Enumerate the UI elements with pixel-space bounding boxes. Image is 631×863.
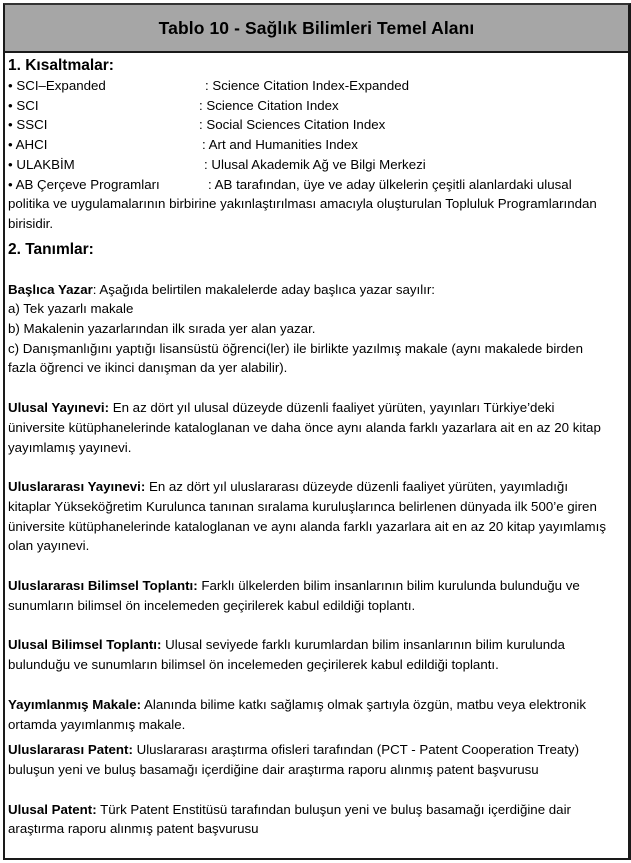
definition-national-publisher — [8, 398, 624, 457]
definition-text: Uluslararası araştırma ofisleri tarafından (PCT - Patent Cooperation Treaty) — [132, 742, 580, 758]
abbreviation-key: • SCI — [8, 97, 39, 113]
definition-text: Alanında bilime katkı sağlamış olmak şartıyla özgün, matbu veya elektronik — [141, 696, 586, 712]
definition-text: Türk Patent Enstitüsü tarafından buluşun yeni ve buluş basamağı içerdiğine dair — [96, 801, 571, 817]
definition-text: kitaplar Yükseköğretim Kurulunca tanınan sıralama kuruluşlarınca belirlenen dünyada ilk 500’e giren — [8, 498, 597, 514]
definition-text: bulunduğu ve sunumların bilimsel ön incelemeden geçirilerek kabul edildiği toplantı. — [8, 657, 499, 673]
list-item: fazla öğrenci ve ikinci danışman da yer alabilir). — [8, 360, 288, 376]
definition-term: Uluslararası Yayınevi: — [8, 479, 146, 495]
definitions-table — [3, 3, 631, 860]
definition-text: üniversite kütüphanelerinde kataloglanan ve daha önce aynı alanda farklı yazarlara ait en az 20 kitap — [8, 419, 601, 435]
abbreviation-row — [8, 96, 624, 116]
definition-term: Başlıca Yazar — [8, 281, 93, 297]
list-item: b) Makalenin yazarlarından ilk sırada yer alan yazar. — [8, 321, 316, 337]
definition-term: Uluslararası Patent: — [8, 742, 133, 758]
definition-term: Uluslararası Bilimsel Toplantı: — [8, 578, 198, 594]
definition-national-patent — [8, 800, 624, 839]
abbreviation-value: : AB tarafından, üye ve aday ülkelerin çeşitli alanlardaki ulusal — [208, 176, 572, 192]
abbreviation-row — [8, 135, 624, 155]
definition-term: Yayımlanmış Makale: — [8, 696, 142, 712]
definition-text: : Aşağıda belirtilen makalelerde aday başlıca yazar sayılır: — [92, 281, 435, 297]
definition-national-meeting — [8, 635, 624, 674]
list-item: a) Tek yazarlı makale — [8, 301, 134, 317]
abbreviation-key: • ULAKBİM — [8, 156, 75, 172]
abbreviation-value: : Science Citation Index-Expanded — [205, 78, 410, 93]
definition-term: Ulusal Yayınevi: — [8, 400, 110, 416]
abbreviation-value: : Art and Humanities Index — [202, 137, 358, 153]
abbreviation-row — [8, 175, 624, 195]
abbreviation-row — [8, 155, 624, 175]
definition-text: Farklı ülkelerden bilim insanlarının bilim kurulunda bulunduğu ve — [197, 578, 580, 594]
abbreviation-value: : Social Sciences Citation Index — [199, 117, 386, 133]
definition-text: üniversite kütüphanelerinde kataloglanan ve aynı alanda farklı yazarlara ait en az 20 kitap yayımlamış — [8, 518, 606, 534]
definition-text: Ulusal seviyede farklı kurumlardan bilim insanlarının bilim kurulunda — [161, 637, 565, 653]
definition-international-patent — [8, 740, 624, 779]
definition-text: yayımlamış yayınevi. — [8, 439, 132, 455]
abbreviation-continuation: birisidir. — [8, 215, 54, 231]
abbreviation-key: • SCI–Expanded — [8, 78, 106, 93]
definition-published-article — [8, 695, 624, 734]
abbreviation-row — [8, 76, 624, 96]
definition-international-publisher — [8, 477, 624, 556]
definition-text: sunumların bilimsel ön incelemeden geçirilerek kabul edildiği toplantı. — [8, 597, 416, 613]
definition-term: Ulusal Patent: — [8, 801, 97, 817]
abbreviation-key: • SSCI — [8, 117, 48, 133]
table-title: Tablo 10 - Sağlık Bilimleri Temel Alanı — [158, 17, 475, 38]
definition-text: ortamda yayımlanmış makale. — [8, 716, 186, 732]
table-header — [5, 5, 628, 53]
definition-term: Ulusal Bilimsel Toplantı: — [8, 637, 162, 653]
definition-text: araştırma raporu alınmış patent başvurusu — [8, 821, 259, 837]
abbreviation-row — [8, 115, 624, 135]
abbreviation-continuation: politika ve uygulamalarının birbirine yakınlaştırılması amacıyla oluşturulan Topluluk Programlarından — [8, 196, 597, 212]
abbreviation-key: • AHCI — [8, 137, 48, 153]
list-item: c) Danışmanlığını yaptığı lisansüstü öğrenci(ler) ile birlikte yazılmış makale (aynı makalede birden — [8, 340, 583, 356]
definition-text: buluşun yeni ve buluş basamağı içerdiğine dair araştırma raporu alınmış patent başvurusu — [8, 761, 539, 777]
table-body — [5, 53, 628, 839]
abbreviation-key: • AB Çerçeve Programları — [8, 176, 160, 192]
definition-international-meeting — [8, 576, 624, 615]
definition-principal-author — [8, 280, 624, 379]
definition-text: En az dört yıl uluslararası düzeyde düzenli faaliyet yürüten, yayımladığı — [145, 479, 569, 495]
definitions-heading: 2. Tanımlar: — [8, 240, 94, 258]
abbreviation-value: : Ulusal Akademik Ağ ve Bilgi Merkezi — [204, 156, 426, 172]
definition-text: En az dört yıl ulusal düzeyde düzenli faaliyet yürüten, yayınları Türkiye’deki — [109, 400, 555, 416]
abbreviations-heading: 1. Kısaltmalar: — [8, 57, 114, 74]
definition-text: olan yayınevi. — [8, 538, 90, 554]
abbreviation-value: : Science Citation Index — [199, 97, 339, 113]
